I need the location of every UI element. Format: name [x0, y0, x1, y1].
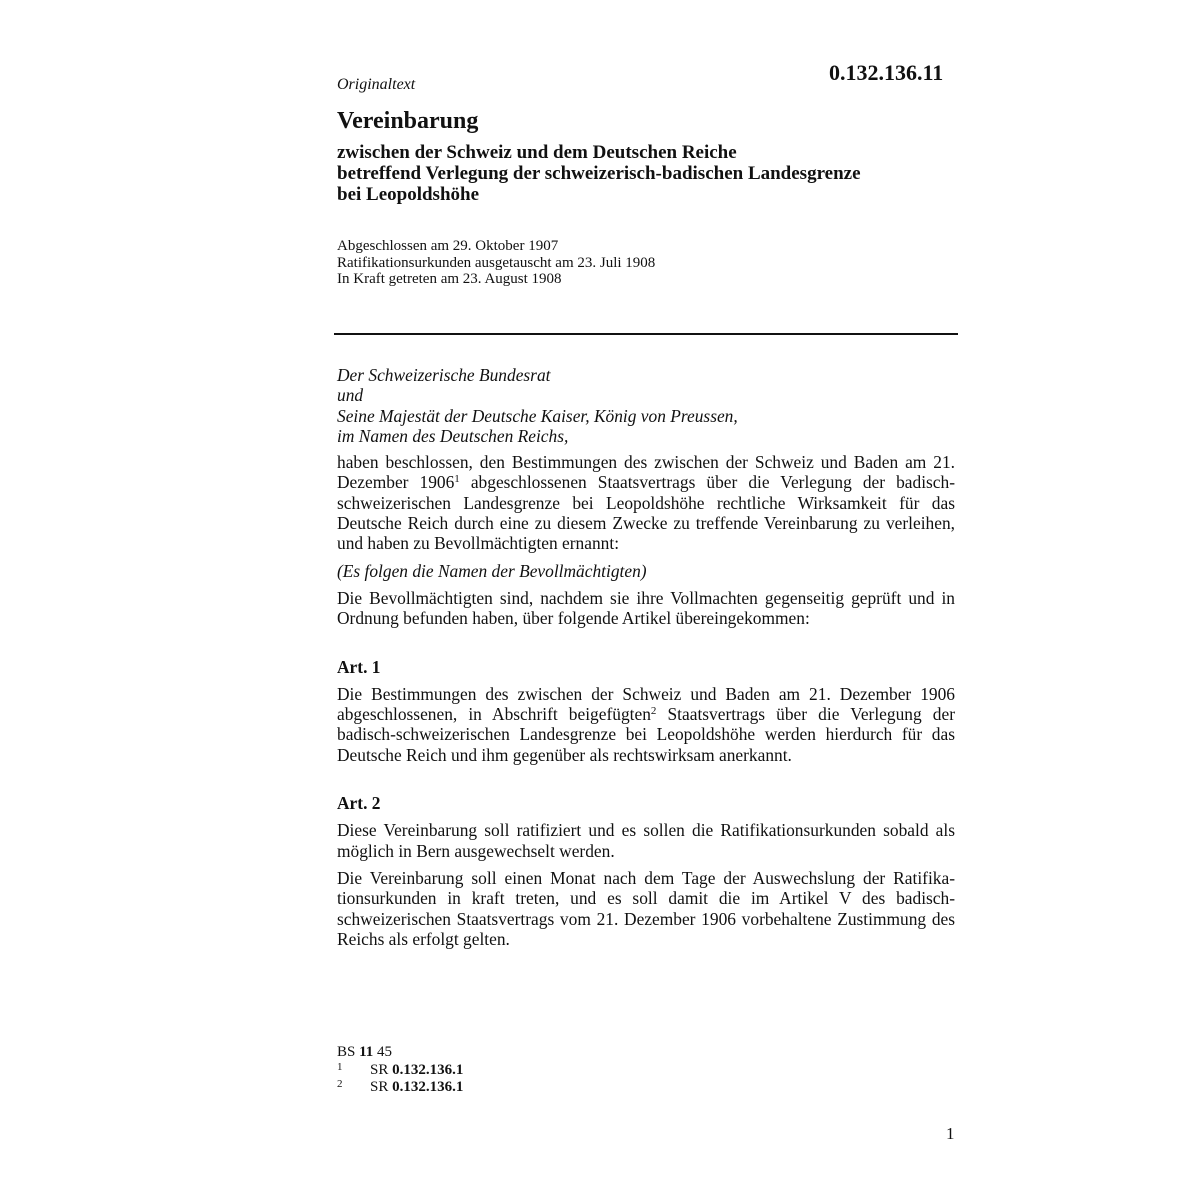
party-line: Der Schweizerische Bundesrat	[337, 365, 551, 385]
document-body	[337, 365, 955, 949]
preamble-agreement: Die Bevollmächtigten sind, nachdem sie ihre Vollmachten gegenseitig geprüft und in Ordnung befunden haben, über folgende Artikel übereingekommen:	[337, 587, 955, 629]
source-reference: BS 11 45	[337, 1044, 393, 1060]
treaty-dates	[337, 238, 655, 288]
date-ratification-exchanged: Ratifikationsurkunden ausgetauscht am 23. Juli 1908	[337, 254, 656, 271]
plenipotentiaries-note: (Es folgen die Namen der Bevollmächtigten)	[337, 560, 647, 581]
article-1-heading: Art. 1	[337, 656, 381, 677]
footnote-ref-1: 1	[454, 473, 460, 486]
footnote-1: 1 SR 0.132.136.1	[337, 1060, 464, 1078]
footnotes	[337, 1044, 463, 1097]
preamble-parties	[337, 365, 955, 446]
party-line: und	[337, 385, 364, 406]
page-number: 1	[946, 1124, 955, 1143]
article-2-paragraph: Die Vereinbarung soll einen Monat nach dem Tage der Auswechslung der Ratifika-tionsurkunden in kraft treten, und es soll damit die im Artikel V des badisch-schweizerischen Staatsvertrags vom 21. Dezember 1906 vorbehaltene Zustimmung des Reichs als erfolgt gelten.	[337, 867, 955, 949]
footnote-mark: 1	[337, 1060, 343, 1073]
party-line: Seine Majestät der Deutsche Kaiser, König von Preussen,	[337, 405, 738, 426]
article-2-heading: Art. 2	[337, 793, 381, 814]
preamble-decision: haben beschlossen, den Bestimmungen des zwischen der Schweiz und Baden am 21. Dezember 1906$^1$ abgeschlossenen Staatsvertrags über die Verlegung der badisch-schweizerischen Landesgrenze bei Leopoldshöhe rechtliche Wirksamkeit für das Deutsche Reich durch eine zu diesem Zwecke zu treffende Vereinbarung zu verleihen, und haben zu Bevollmächtigten ernannt:	[337, 452, 955, 554]
sr-number: 0.132.136.11	[829, 60, 944, 85]
party-line: im Namen des Deutschen Reichs,	[337, 425, 569, 446]
footnote-2: 2 SR 0.132.136.1	[337, 1078, 464, 1095]
subtitle-line: zwischen der Schweiz und dem Deutschen Reiche	[337, 142, 737, 163]
date-concluded: Abgeschlossen am 29. Oktober 1907	[337, 238, 559, 254]
footnote-mark: 2	[337, 1078, 343, 1090]
document-title: Vereinbarung	[337, 108, 479, 134]
article-2-paragraph: Diese Vereinbarung soll ratifiziert und es sollen die Ratifikationsurkunden sobald als möglich in Bern ausgewechselt werden.	[337, 820, 955, 861]
footnote-ref-2: 2	[650, 705, 657, 718]
document-subtitle	[337, 142, 957, 205]
subtitle-line: bei Leopoldshöhe	[337, 184, 480, 205]
header-divider	[334, 333, 958, 335]
article-1-text: Die Bestimmungen des zwischen der Schweiz und Baden am 21. Dezember 1906 abgeschlossenen, in Abschrift beigefügten$^2$ Staatsvertrags über die Verlegung der badisch-schweizerischen Landesgrenze bei Leopoldshöhe werden hierdurch für das Deutsche Reich und ihm gegenüber als rechtswirksam anerkannt.	[337, 683, 955, 765]
original-text-label: Originaltext	[337, 76, 416, 93]
subtitle-line: betreffend Verlegung der schweizerisch-badischen Landesgrenze	[337, 163, 861, 184]
date-entry-into-force: In Kraft getreten am 23. August 1908	[337, 271, 562, 287]
